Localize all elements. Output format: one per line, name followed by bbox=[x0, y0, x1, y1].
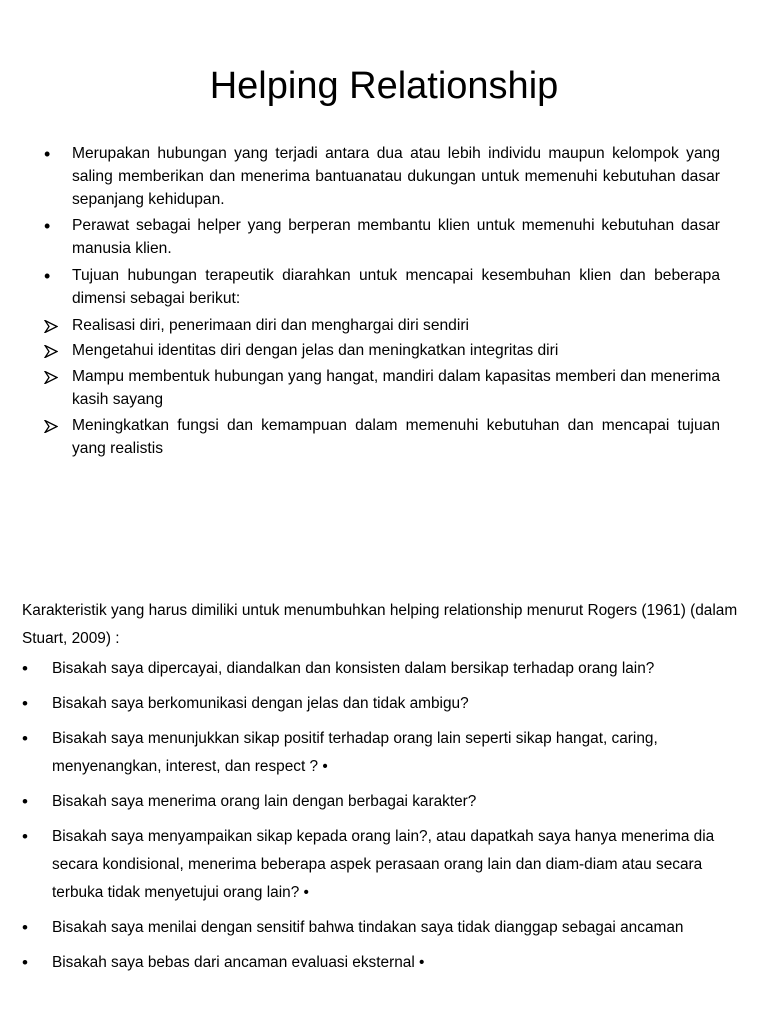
bullet-icon: • bbox=[22, 792, 28, 811]
slide-bullet-list bbox=[44, 143, 720, 463]
slide-list-item bbox=[44, 415, 720, 461]
document-body bbox=[22, 597, 742, 984]
list-item bbox=[22, 725, 742, 781]
bullet-icon: • bbox=[22, 694, 28, 713]
slide-list-item bbox=[44, 265, 720, 311]
slide-item-text: Realisasi diri, penerimaan diri dan menghargai diri sendiri bbox=[72, 316, 469, 334]
list-item bbox=[22, 690, 742, 718]
bullet-icon: • bbox=[44, 265, 51, 286]
list-item bbox=[22, 788, 742, 816]
slide bbox=[0, 0, 768, 480]
slide-list-item bbox=[44, 366, 720, 412]
arrowhead-bullet-icon bbox=[44, 315, 68, 333]
list-item-text: Bisakah saya menerima orang lain dengan berbagai karakter? bbox=[52, 793, 477, 810]
bullet-icon: • bbox=[22, 827, 28, 846]
slide-item-text: Tujuan hubungan terapeutik diarahkan untuk mencapai kesembuhan klien dan beberapa dimensi sebagai berikut: bbox=[72, 266, 720, 307]
list-item bbox=[22, 823, 742, 907]
list-item-text: Bisakah saya menunjukkan sikap positif terhadap orang lain seperti sikap hangat, caring, menyenangkan, interest, dan respect ? • bbox=[52, 730, 658, 775]
arrowhead-bullet-icon bbox=[44, 366, 68, 384]
slide-list-item bbox=[44, 315, 720, 338]
slide-item-text: Meningkatkan fungsi dan kemampuan dalam memenuhi kebutuhan dan mencapai tujuan yang realistis bbox=[72, 416, 720, 457]
list-item bbox=[22, 949, 742, 977]
arrowhead-bullet-icon bbox=[44, 415, 68, 433]
list-item-text: Bisakah saya dipercayai, diandalkan dan konsisten dalam bersikap terhadap orang lain? bbox=[52, 660, 655, 677]
slide-item-text: Mampu membentuk hubungan yang hangat, mandiri dalam kapasitas memberi dan menerima kasih sayang bbox=[72, 368, 720, 408]
list-item-text: Bisakah saya menyampaikan sikap kepada orang lain?, atau dapatkah saya hanya menerima dia secara kondisional, menerima beberapa aspek perasaan orang lain dan diam-diam atau secara terbuka tidak menyetujui orang lain? • bbox=[52, 828, 715, 901]
list-item-text: Bisakah saya menilai dengan sensitif bahwa tindakan saya tidak dianggap sebagai ancaman bbox=[52, 919, 684, 936]
slide-item-text: Perawat sebagai helper yang berperan membantu klien untuk memenuhi kebutuhan dasar manusia klien. bbox=[72, 217, 720, 258]
bullet-icon: • bbox=[44, 216, 51, 237]
slide-item-text: Merupakan hubungan yang terjadi antara dua atau lebih individu maupun kelompok yang saling memberikan dan menerima bantuanatau dukungan untuk memenuhi kebutuhan dasar sepanjang kehidupan. bbox=[72, 145, 720, 208]
document-intro: Karakteristik yang harus dimiliki untuk menumbuhkan helping relationship menurut Rogers (1961) (dalam Stuart, 2009) : bbox=[22, 602, 738, 647]
slide-list-item bbox=[44, 215, 720, 261]
slide-list-item bbox=[44, 340, 720, 363]
list-item bbox=[22, 655, 742, 683]
slide-title: Helping Relationship bbox=[209, 65, 559, 107]
bullet-icon: • bbox=[22, 953, 28, 972]
arrowhead-bullet-icon bbox=[44, 340, 68, 358]
list-item bbox=[22, 914, 742, 942]
list-item-text: Bisakah saya bebas dari ancaman evaluasi eksternal • bbox=[52, 954, 425, 971]
list-item-text: Bisakah saya berkomunikasi dengan jelas dan tidak ambigu? bbox=[52, 695, 469, 712]
slide-list-item bbox=[44, 143, 720, 211]
slide-item-text: Mengetahui identitas diri dengan jelas dan meningkatkan integritas diri bbox=[72, 342, 559, 360]
bullet-icon: • bbox=[44, 144, 51, 164]
bullet-icon: • bbox=[22, 729, 28, 748]
bullet-icon: • bbox=[22, 918, 28, 937]
bullet-icon: • bbox=[22, 659, 28, 678]
characteristics-list bbox=[22, 655, 742, 977]
